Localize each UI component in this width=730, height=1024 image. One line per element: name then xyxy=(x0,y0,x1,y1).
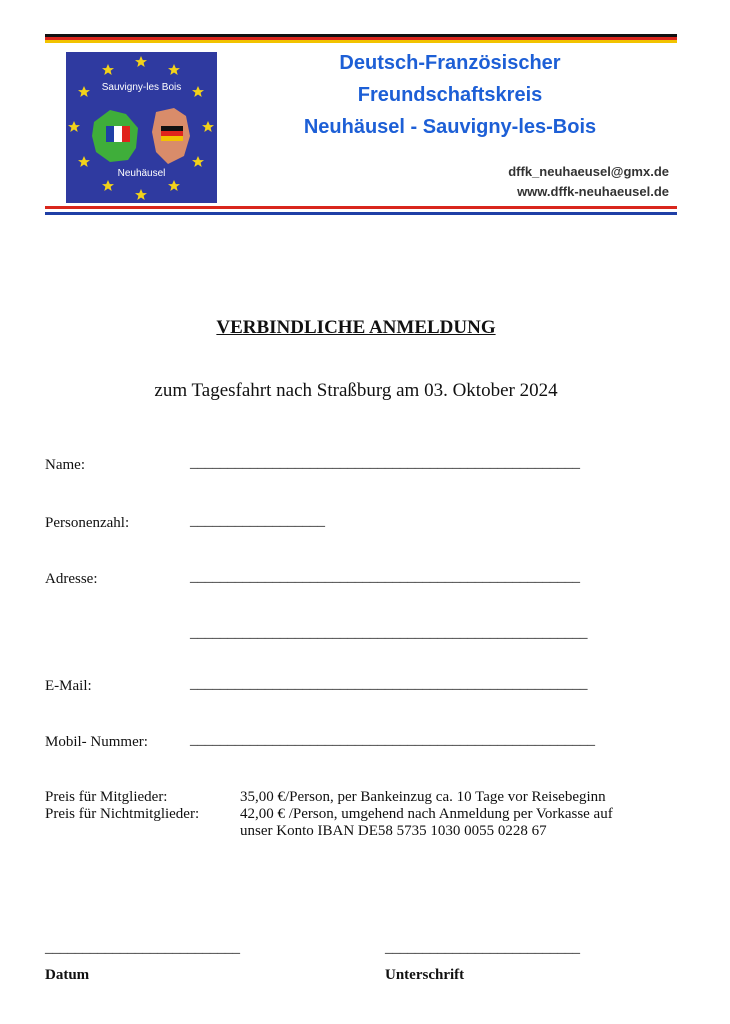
nonmembers-price-label: Preis für Nichtmitglieder: xyxy=(45,806,200,822)
logo-graphic xyxy=(66,52,217,203)
address-field-line-1[interactable]: ____________________________________________________ xyxy=(190,569,580,585)
star-icon xyxy=(102,180,114,191)
members-price-label: Preis für Mitglieder: xyxy=(45,789,168,805)
banner-title-line-3: Neuhäusel - Sauvigny-les-Bois xyxy=(303,116,597,138)
star-icon xyxy=(168,180,180,191)
name-label: Name: xyxy=(45,457,85,473)
association-logo xyxy=(66,52,217,203)
address-label: Adresse: xyxy=(45,571,98,587)
star-icon xyxy=(202,121,214,132)
star-icon xyxy=(78,156,90,167)
star-icon xyxy=(102,64,114,75)
name-field[interactable]: ____________________________________________________ xyxy=(190,455,580,471)
members-price-text: 35,00 €/Person, per Bankeinzug ca. 10 Tage vor Reisebeginn xyxy=(240,789,606,805)
flag-stripe-blue-bottom xyxy=(45,212,677,215)
persons-label: Personenzahl: xyxy=(45,515,130,531)
nonmembers-price-text-1: 42,00 € /Person, umgehend nach Anmeldung per Vorkasse auf xyxy=(240,806,613,822)
nonmembers-price-text-2: unser Konto IBAN DE58 5735 1030 0055 0228 67 xyxy=(240,823,547,839)
address-field-line-2[interactable]: _____________________________________________________ xyxy=(190,625,588,641)
banner-title-line-2: Freundschaftskreis xyxy=(357,84,543,106)
email-label: E-Mail: xyxy=(45,678,92,694)
mobile-label: Mobil- Nummer: xyxy=(45,734,148,750)
persons-field[interactable]: __________________ xyxy=(190,513,325,529)
signature-label: Unterschrift xyxy=(385,967,465,983)
star-icon xyxy=(135,56,147,67)
contact-website: www.dffk-neuhaeusel.de xyxy=(517,184,669,199)
date-label: Datum xyxy=(45,967,90,983)
flag-stripe-gold xyxy=(45,40,677,43)
header-banner xyxy=(45,34,677,220)
page-title: VERBINDLICHE ANMELDUNG xyxy=(216,317,496,338)
star-icon xyxy=(68,121,80,132)
page-subtitle: zum Tagesfahrt nach Straßburg am 03. Oktober 2024 xyxy=(154,380,558,401)
star-icon xyxy=(192,156,204,167)
mobile-field[interactable]: ______________________________________________________ xyxy=(190,732,595,748)
email-field[interactable]: _____________________________________________________ xyxy=(190,676,588,692)
star-icon xyxy=(168,64,180,75)
date-field[interactable]: __________________________ xyxy=(45,940,240,956)
star-icon xyxy=(135,189,147,200)
logo-bottom-label: Neuhäusel xyxy=(117,168,166,179)
logo-top-label: Sauvigny-les Bois xyxy=(101,82,182,93)
banner-title-line-1: Deutsch-Französischer xyxy=(339,52,561,74)
signature-field[interactable]: __________________________ xyxy=(385,940,580,956)
contact-email: dffk_neuhaeusel@gmx.de xyxy=(508,164,669,179)
